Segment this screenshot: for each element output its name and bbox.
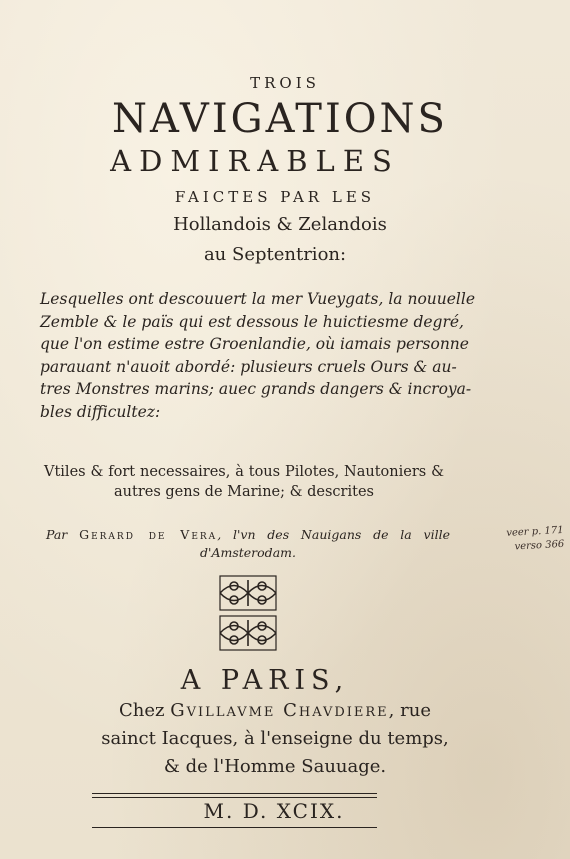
imprint-printer-line (0, 700, 560, 721)
handwritten-margin-note (481, 524, 564, 556)
description-line: que l'on estime estre Groenlandie, où iamais personne (40, 335, 469, 353)
title-line-hollandois: Hollandois & Zelandois (173, 214, 387, 235)
imprint-city: A PARIS, (180, 665, 350, 696)
author-paragraph (46, 526, 450, 562)
imprint-address: sainct Iacques, à l'enseigne du temps, (101, 728, 449, 749)
divider-rule (92, 793, 377, 798)
title-line-trois: TROIS (250, 74, 320, 92)
title-line-navigations: NAVIGATIONS (112, 96, 448, 142)
title-line-admirables: ADMIRABLES (110, 144, 400, 178)
description-paragraph (40, 288, 476, 423)
imprint-suffix: , rue (388, 700, 431, 721)
description-line: bles difficultez: (40, 402, 161, 421)
margin-note-line: verso 366 (514, 538, 565, 553)
imprint-printer: Gvillavme Chavdiere (170, 700, 389, 721)
utility-line: Vtiles & fort necessaires, à tous Pilotes, Nautoniers & (44, 464, 444, 480)
author-suffix: , l'vn des Nauigans de la ville (217, 527, 450, 542)
printer-ornament-icon (214, 574, 282, 654)
title-line-septentrion: au Septentrion: (203, 244, 347, 265)
imprint-sign: & de l'Homme Sauuage. (163, 756, 387, 777)
author-line (46, 526, 450, 544)
description-line: tres Monstres marins; auec grands dangers & incroya- (40, 380, 472, 398)
author-name: Gerard de Vera (79, 527, 218, 542)
divider-rule (92, 827, 377, 828)
margin-note-line: veer p. 171 (506, 524, 564, 539)
description-line: Lesquelles ont descouuert la mer Vueygats, la nouuelle (40, 290, 476, 308)
imprint-prefix: Chez (119, 700, 165, 721)
description-line: Zemble & le païs qui est dessous le huictiesme degré, (40, 312, 464, 331)
publication-date: M. D. XCIX. (203, 799, 345, 823)
author-city: d'Amsterodam. (200, 545, 296, 560)
description-line: parauant n'auoit abordé: plusieurs cruels Ours & au- (40, 357, 457, 376)
utility-line: autres gens de Marine; & descrites (114, 484, 374, 500)
utility-paragraph (44, 462, 444, 502)
title-line-faictes: FAICTES PAR LES (174, 188, 376, 206)
author-prefix: Par (46, 527, 68, 542)
